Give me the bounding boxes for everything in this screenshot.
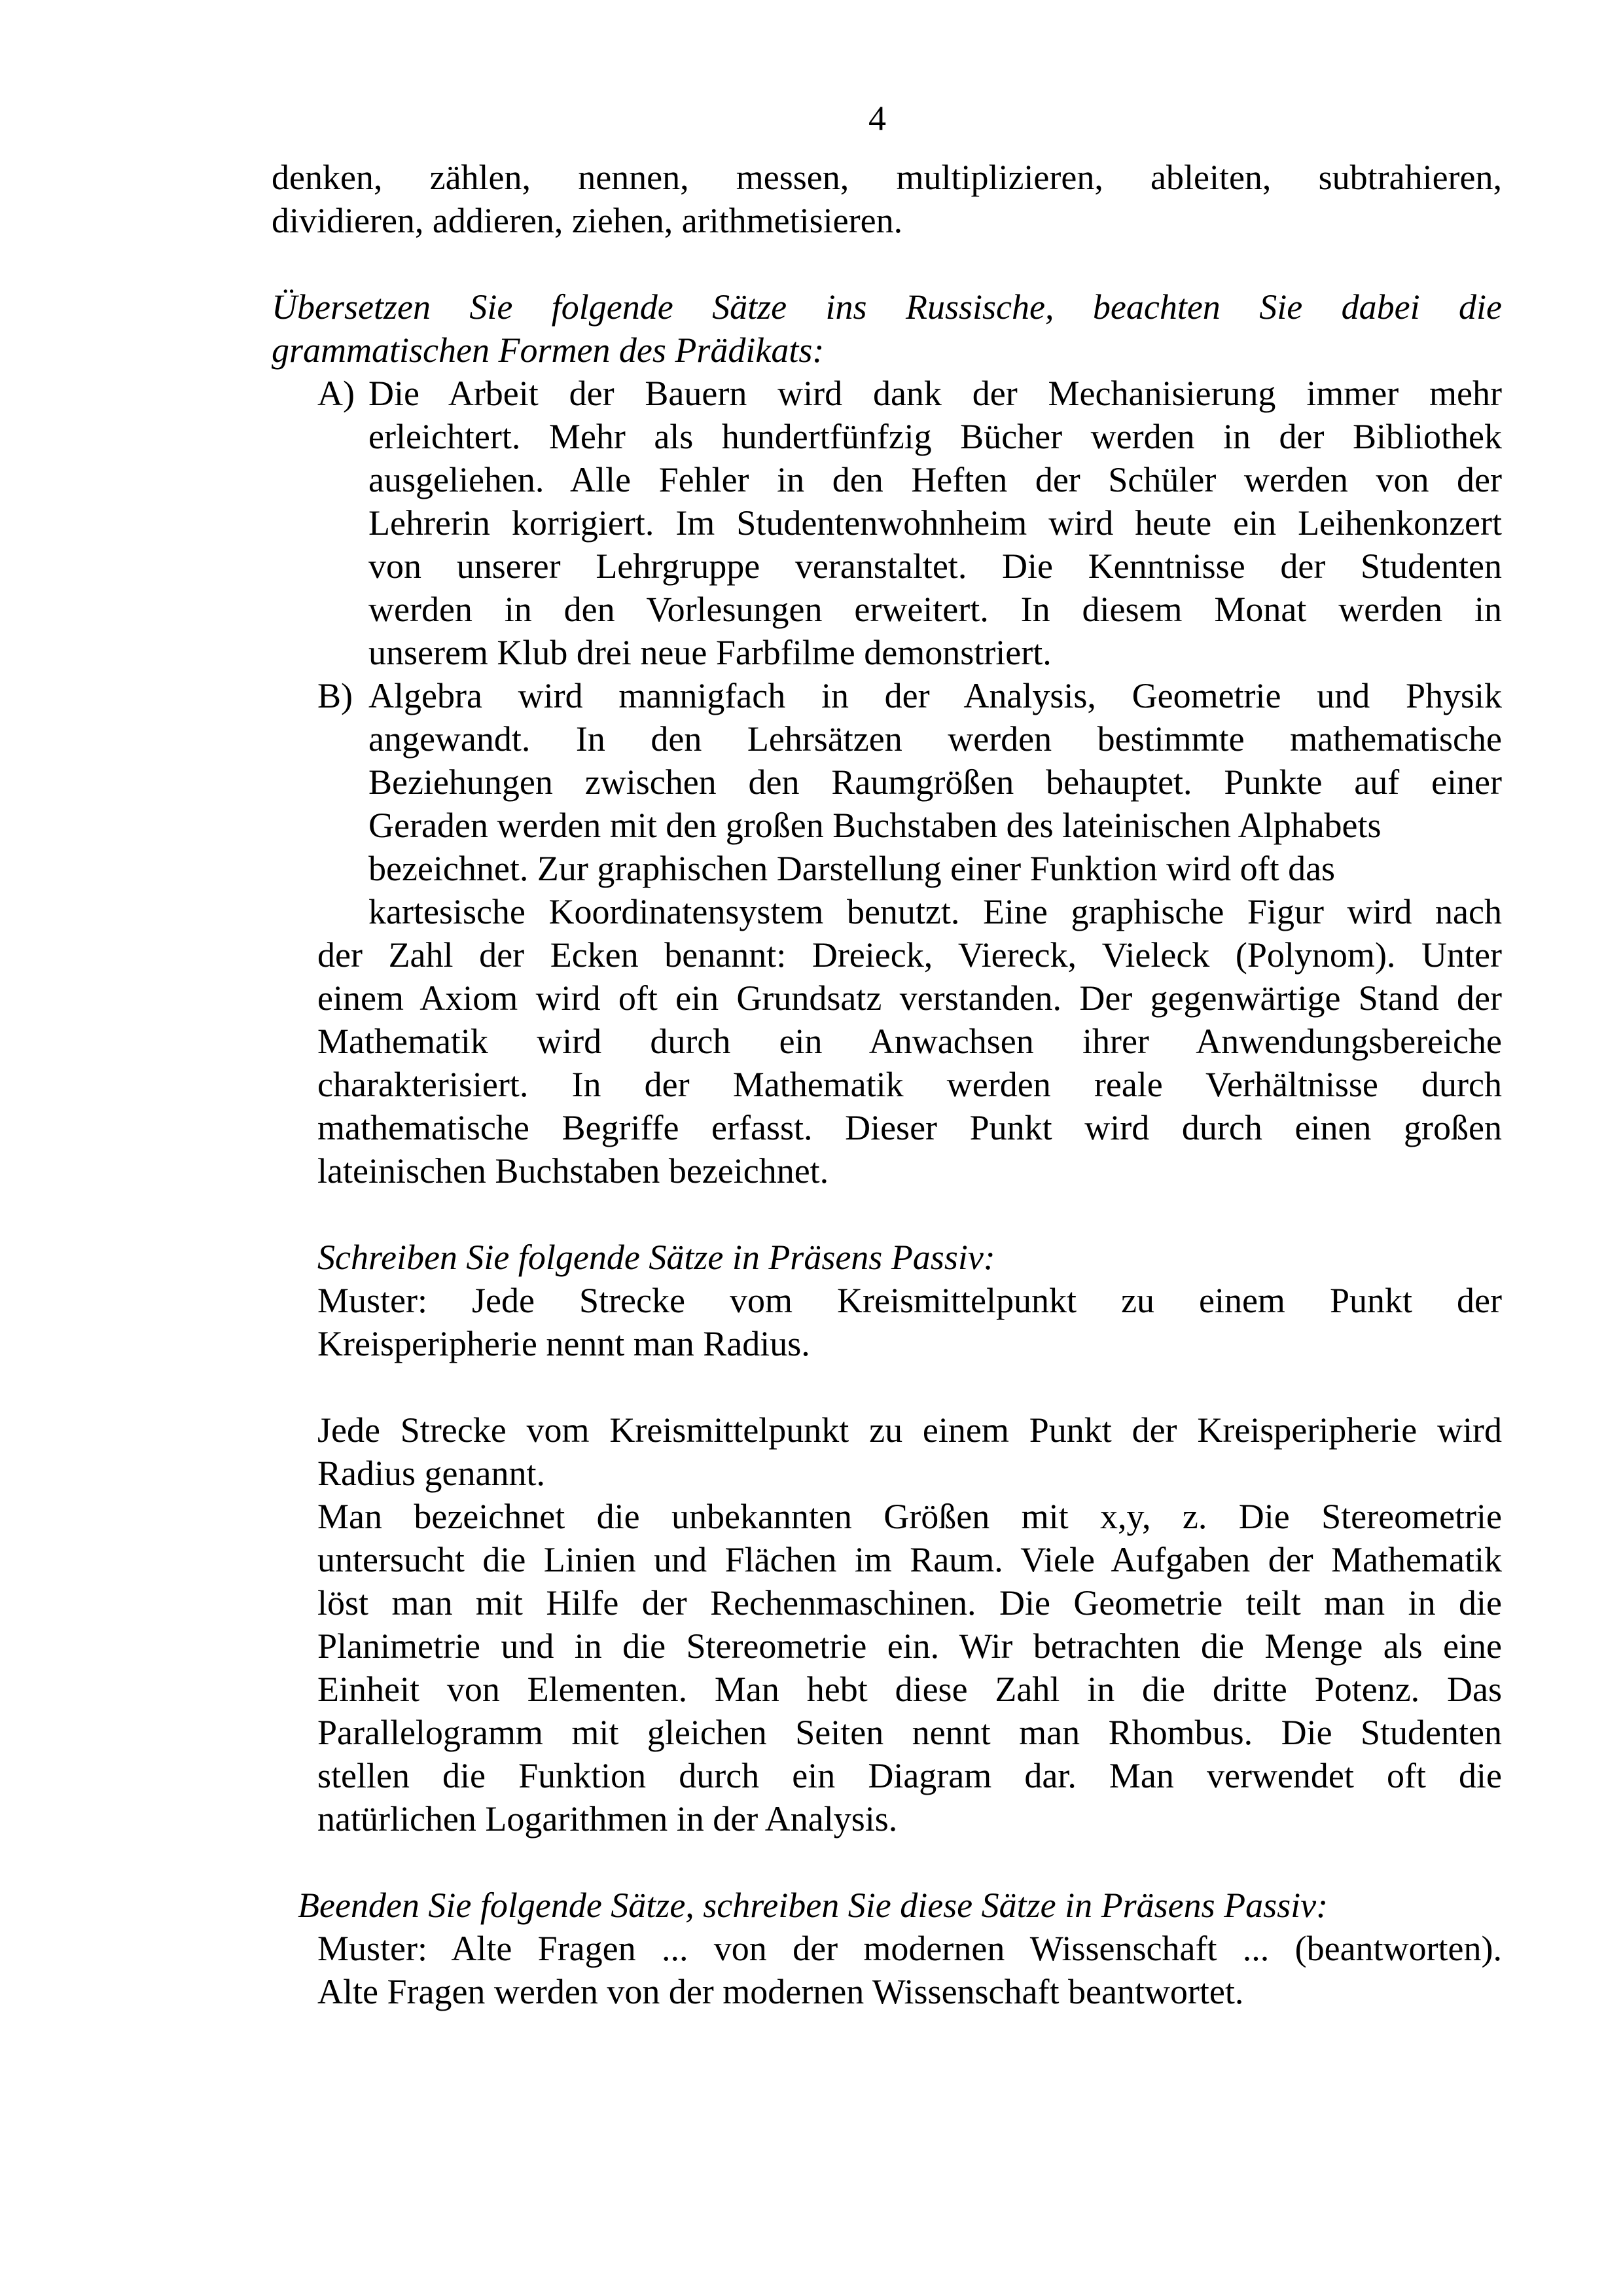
list-b-cont-line: mathematische Begriffe erfasst. Dieser Punkt wird durch einen großen bbox=[317, 1108, 1502, 1147]
list-b-cont-line: lateinischen Buchstaben bezeichnet. bbox=[317, 1151, 829, 1191]
list-a-line: unserem Klub drei neue Farbfilme demonstriert. bbox=[368, 633, 1052, 672]
task2-exercise-line: Parallelogramm mit gleichen Seiten nennt man Rhombus. Die Studenten bbox=[317, 1713, 1502, 1752]
list-b-cont-line: einem Axiom wird oft ein Grundsatz verstanden. Der gegenwärtige Stand der bbox=[317, 978, 1502, 1018]
task2-heading: Schreiben Sie folgende Sätze in Präsens Passiv: bbox=[317, 1238, 995, 1277]
list-b-cont-line: der Zahl der Ecken benannt: Dreieck, Viereck, Vieleck (Polynom). Unter bbox=[317, 935, 1502, 975]
list-b-line: angewandt. In den Lehrsätzen werden bestimmte mathematische bbox=[368, 719, 1502, 759]
page-number: 4 bbox=[868, 99, 886, 138]
task3-heading: Beenden Sie folgende Sätze, schreiben Sie diese Sätze in Präsens Passiv: bbox=[298, 1886, 1329, 1925]
list-b-line: bezeichnet. Zur graphischen Darstellung einer Funktion wird oft das bbox=[368, 849, 1336, 888]
list-a-line: von unserer Lehrgruppe veranstaltet. Die Kenntnisse der Studenten bbox=[368, 547, 1502, 586]
intro-line: dividieren, addieren, ziehen, arithmetisieren. bbox=[272, 201, 903, 240]
task2-exercise-line: untersucht die Linien und Flächen im Raum. Viele Aufgaben der Mathematik bbox=[317, 1540, 1502, 1579]
list-label-a: A) bbox=[317, 374, 355, 413]
task2-exercise-line: stellen die Funktion durch ein Diagram dar. Man verwendet oft die bbox=[317, 1756, 1502, 1795]
list-b-cont-line: Mathematik wird durch ein Anwachsen ihrer Anwendungsbereiche bbox=[317, 1022, 1502, 1061]
list-b-line: Algebra wird mannigfach in der Analysis, Geometrie und Physik bbox=[368, 676, 1502, 715]
list-a-line: Die Arbeit der Bauern wird dank der Mechanisierung immer mehr bbox=[368, 374, 1502, 413]
intro-line: denken, zählen, nennen, messen, multiplizieren, ableiten, subtrahieren, bbox=[272, 158, 1502, 197]
list-a-line: erleichtert. Mehr als hundertfünfzig Bücher werden in der Bibliothek bbox=[368, 417, 1502, 456]
task2-exercise-line: Einheit von Elementen. Man hebt diese Zahl in die dritte Potenz. Das bbox=[317, 1670, 1502, 1709]
task1-heading-line: Übersetzen Sie folgende Sätze ins Russische, beachten Sie dabei die bbox=[272, 287, 1502, 327]
task2-exercise-line: Man bezeichnet die unbekannten Größen mit x,y, z. Die Stereometrie bbox=[317, 1497, 1502, 1536]
task2-exercise-line: löst man mit Hilfe der Rechenmaschinen. Die Geometrie teilt man in die bbox=[317, 1583, 1502, 1623]
list-label-b: B) bbox=[317, 676, 353, 715]
list-b-line: kartesische Koordinatensystem benutzt. Eine graphische Figur wird nach bbox=[368, 892, 1502, 931]
list-a-line: ausgeliehen. Alle Fehler in den Heften der Schüler werden von der bbox=[368, 460, 1502, 499]
task2-exercise-line: Planimetrie und in die Stereometrie ein. Wir betrachten die Menge als eine bbox=[317, 1626, 1502, 1666]
task3-muster-line: Muster: Alte Fragen ... von der modernen Wissenschaft ... (beantworten). bbox=[317, 1929, 1502, 1968]
task3-muster-line: Alte Fragen werden von der modernen Wissenschaft beantwortet. bbox=[317, 1972, 1244, 2011]
task2-answer-line: Jede Strecke vom Kreismittelpunkt zu einem Punkt der Kreisperipherie wird bbox=[317, 1410, 1502, 1450]
list-b-line: Beziehungen zwischen den Raumgrößen behauptet. Punkte auf einer bbox=[368, 762, 1502, 802]
task2-answer-line: Radius genannt. bbox=[317, 1454, 545, 1493]
list-b-cont-line: charakterisiert. In der Mathematik werden reale Verhältnisse durch bbox=[317, 1065, 1502, 1104]
task1-heading-line: grammatischen Formen des Prädikats: bbox=[272, 331, 825, 370]
task2-muster-line: Muster: Jede Strecke vom Kreismittelpunkt zu einem Punkt der bbox=[317, 1281, 1502, 1320]
task2-muster-line: Kreisperipherie nennt man Radius. bbox=[317, 1324, 810, 1363]
list-b-line: Geraden werden mit den großen Buchstaben des lateinischen Alphabets bbox=[368, 806, 1382, 845]
task2-exercise-line: natürlichen Logarithmen in der Analysis. bbox=[317, 1799, 898, 1839]
list-a-line: Lehrerin korrigiert. Im Studentenwohnheim wird heute ein Leihenkonzert bbox=[368, 503, 1502, 543]
list-a-line: werden in den Vorlesungen erweitert. In diesem Monat werden in bbox=[368, 590, 1502, 629]
